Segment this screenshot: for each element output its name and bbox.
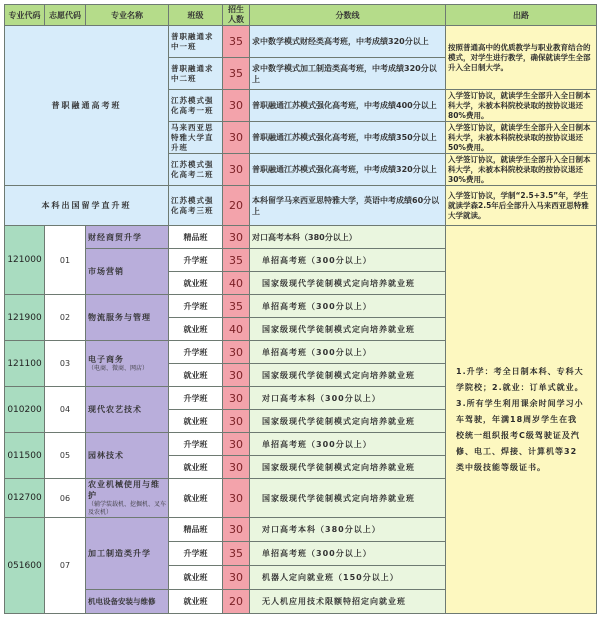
score-cell: 求中数学模式加工制造类高考班，中考成绩320分以上 [250,58,446,90]
score-cell: 无人机应用技术限额特招定向就业班 [250,590,446,614]
outlet-cell: 入学签订协议，就读学生全部升入全日制本科大学，未被本科院校录取的按协议退还30%费用。 [446,154,597,186]
major-code: 012700 [5,479,45,518]
count-cell: 30 [223,90,250,122]
score-cell: 单招高考班（300分以上） [250,295,446,318]
major-sub: （电商、微商、网店） [88,365,149,372]
class-cell: 升学班 [169,341,223,364]
outlet-cell: 入学签订协议，学制“2.5+3.5”年，学生就读学森2.5年后全部升入马来西亚思特雅大学就读。 [446,186,597,226]
count-cell: 20 [223,590,250,614]
count-cell: 35 [223,295,250,318]
count-cell: 30 [223,387,250,410]
count-cell: 30 [223,456,250,479]
header-enroll-count: 招生人数 [223,5,250,26]
outlet-cell: 入学签订协议，就读学生全部升入全日制本科大学，未被本科院校录取的按协议退还50%费用。 [446,122,597,154]
header-major-name: 专业名称 [86,5,169,26]
class-cell: 精品班 [169,518,223,542]
major-code: 121000 [5,226,45,295]
major-name-cell [86,479,169,518]
wish-code: 02 [45,295,86,341]
major-name: 农业机械使用与维护 [88,480,160,500]
major-name: 市场营销 [86,249,169,295]
count-cell: 35 [223,249,250,272]
score-cell: 本科留学马来西亚思特雅大学，英语中考成绩60分以上 [250,186,446,226]
score-cell: 国家级现代学徒制模式定向培养就业班 [250,272,446,295]
count-cell: 30 [223,479,250,518]
group-name: 本科出国留学直升班 [5,186,169,226]
count-cell: 30 [223,341,250,364]
wish-code: 05 [45,433,86,479]
class-cell: 就业班 [169,479,223,518]
score-cell: 机器人定向就业班（150分以上） [250,566,446,590]
major-name: 机电设备安装与维修 [86,590,169,614]
wish-code: 03 [45,341,86,387]
count-cell: 30 [223,122,250,154]
class-cell: 就业班 [169,456,223,479]
majors-outlet: 1.升学：考全日制本科、专科大学院校；2.就业：订单式就业。3.所有学生利用课余时间学习小车驾驶，年满18周岁学生在我校统一组织报考C级驾驶证及汽修、电工、焊接、计算机等32类中级技能等级证书。 [446,226,597,614]
major-name: 加工制造类升学 [86,518,169,590]
class-cell: 精品班 [169,226,223,249]
class-cell: 就业班 [169,272,223,295]
count-cell: 30 [223,518,250,542]
count-cell: 40 [223,318,250,341]
group-name: 普职融通高考班 [5,26,169,186]
score-cell: 国家级现代学徒制模式定向培养就业班 [250,479,446,518]
score-cell: 国家级现代学徒制模式定向培养就业班 [250,456,446,479]
wish-code: 06 [45,479,86,518]
wish-code: 01 [45,226,86,295]
table-row [5,186,597,226]
score-cell: 对口高考本科（380分以上） [250,226,446,249]
class-cell: 就业班 [169,318,223,341]
score-cell: 普职融通江苏模式强化高考班，中考成绩350分以上 [250,122,446,154]
class-cell: 升学班 [169,542,223,566]
major-name: 园林技术 [86,433,169,479]
class-cell: 就业班 [169,410,223,433]
major-name: 电子商务 [88,355,124,364]
major-name-cell [86,341,169,387]
header-row [5,5,597,26]
class-cell: 升学班 [169,433,223,456]
score-cell: 单招高考班（300分以上） [250,542,446,566]
score-cell: 普职融通江苏模式强化高考班，中考成绩400分以上 [250,90,446,122]
score-cell: 国家级现代学徒制模式定向培养就业班 [250,410,446,433]
major-name: 财经商贸升学 [86,226,169,249]
major-name: 现代农艺技术 [86,387,169,433]
score-cell: 对口高考本科（380分以上） [250,518,446,542]
class-cell: 升学班 [169,249,223,272]
major-sub: （辅学装载机、挖掘机、叉车及农机） [88,501,167,516]
class-cell: 普职融通求中二班 [169,58,223,90]
outlet-cell: 按照普通高中的优质教学与职业教育结合的模式，对学生进行教学，确保就读学生全部升入全日制大学。 [446,26,597,90]
major-name: 物流服务与管理 [86,295,169,341]
major-code: 051600 [5,518,45,614]
count-cell: 30 [223,226,250,249]
class-cell: 升学班 [169,387,223,410]
table-row [5,226,597,249]
count-cell: 30 [223,364,250,387]
count-cell: 35 [223,542,250,566]
outlet-cell: 入学签订协议，就读学生全部升入全日制本科大学，未被本科院校录取的按协议退还80%费用。 [446,90,597,122]
count-cell: 35 [223,58,250,90]
major-code: 121900 [5,295,45,341]
major-code: 121100 [5,341,45,387]
count-cell: 30 [223,566,250,590]
header-outlet: 出路 [446,5,597,26]
major-code: 011500 [5,433,45,479]
enrollment-table [4,4,597,614]
table-row [5,26,597,58]
class-cell: 马来西亚思特雅大学直升班 [169,122,223,154]
score-cell: 普职融通江苏模式强化高考班，中考成绩320分以上 [250,154,446,186]
wish-code: 07 [45,518,86,614]
major-code: 010200 [5,387,45,433]
score-cell: 国家级现代学徒制模式定向培养就业班 [250,318,446,341]
score-cell: 单招高考班（300分以上） [250,341,446,364]
wish-code: 04 [45,387,86,433]
class-cell: 升学班 [169,295,223,318]
score-cell: 单招高考班（300分以上） [250,249,446,272]
count-cell: 30 [223,433,250,456]
class-cell: 就业班 [169,364,223,387]
score-cell: 单招高考班（300分以上） [250,433,446,456]
count-cell: 30 [223,154,250,186]
class-cell: 普职融通求中一班 [169,26,223,58]
score-cell: 求中数学模式财经类高考班，中考成绩320分以上 [250,26,446,58]
header-class: 班级 [169,5,223,26]
header-wish-code: 志愿代码 [45,5,86,26]
class-cell: 江苏模式强化高考二班 [169,154,223,186]
class-cell: 江苏模式强化高考三班 [169,186,223,226]
count-cell: 40 [223,272,250,295]
count-cell: 35 [223,26,250,58]
count-cell: 20 [223,186,250,226]
class-cell: 就业班 [169,590,223,614]
count-cell: 30 [223,410,250,433]
score-cell: 对口高考本科（300分以上） [250,387,446,410]
header-major-code: 专业代码 [5,5,45,26]
header-score-line: 分数线 [250,5,446,26]
class-cell: 江苏模式强化高考一班 [169,90,223,122]
class-cell: 就业班 [169,566,223,590]
score-cell: 国家级现代学徒制模式定向培养就业班 [250,364,446,387]
